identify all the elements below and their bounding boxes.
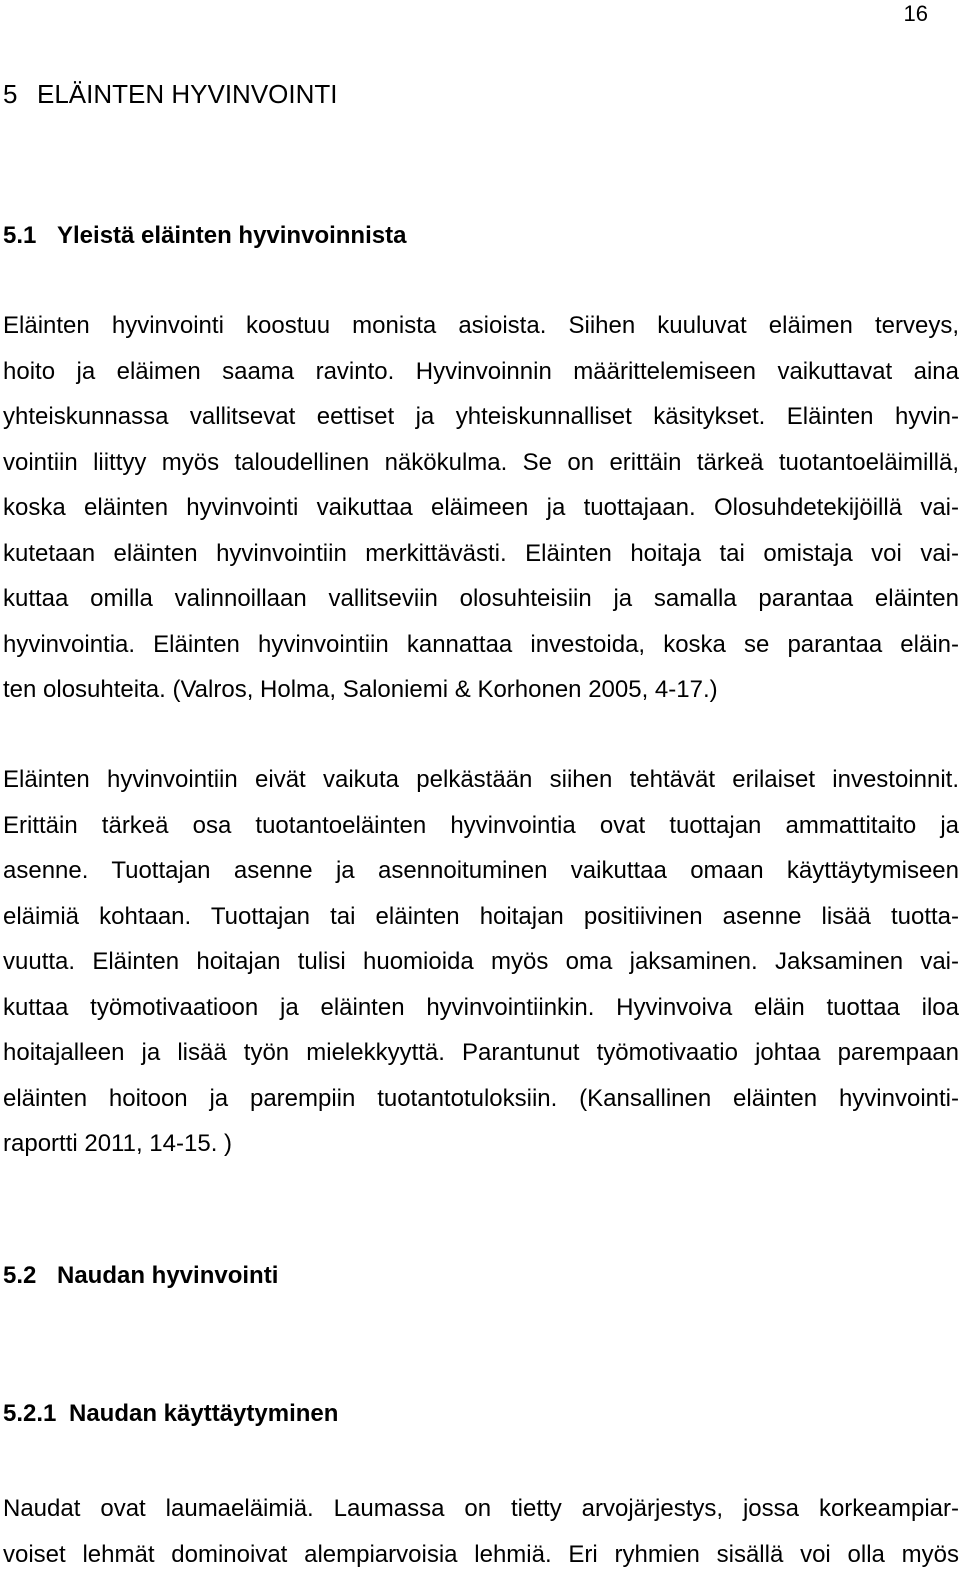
paragraph-producer-attitude bbox=[3, 757, 959, 1167]
subsection-title: Naudan käyttäytyminen bbox=[69, 1400, 338, 1427]
text-line: Eläinten hyvinvointiin eivät vaikuta pelkästään siihen tehtävät erilaiset investoinnit. bbox=[3, 757, 959, 803]
text-line: asenne. Tuottajan asenne ja asennoituminen vaikuttaa omaan käyttäytymiseen bbox=[3, 848, 959, 894]
section-number: 5.1 bbox=[3, 222, 57, 250]
section-number: 5.2 bbox=[3, 1262, 57, 1290]
section-title: Naudan hyvinvointi bbox=[57, 1262, 278, 1289]
subsection-heading-5-2-1 bbox=[3, 1400, 338, 1428]
text-line: kuttaa omilla valinnoillaan vallitseviin olosuhteisiin ja samalla parantaa eläinten bbox=[3, 576, 959, 622]
section-heading-5-2 bbox=[3, 1262, 278, 1290]
text-line: hyvinvointia. Eläinten hyvinvointiin kannattaa investoida, koska se parantaa eläin- bbox=[3, 622, 959, 668]
text-line: vuutta. Eläinten hoitajan tulisi huomioida myös oma jaksaminen. Jaksaminen vai- bbox=[3, 939, 959, 985]
text-line: kuttaa työmotivaatioon ja eläinten hyvinvointiinkin. Hyvinvoiva eläin tuottaa iloa bbox=[3, 985, 959, 1031]
text-line: ten olosuhteita. (Valros, Holma, Saloniemi & Korhonen 2005, 4-17.) bbox=[3, 667, 959, 713]
text-line: yhteiskunnassa vallitsevat eettiset ja yhteiskunnalliset käsitykset. Eläinten hyvin- bbox=[3, 394, 959, 440]
text-line: hoitajalleen ja lisää työn mielekkyyttä. Parantunut työmotivaatio johtaa parempaan bbox=[3, 1030, 959, 1076]
text-line: kutetaan eläinten hyvinvointiin merkittävästi. Eläinten hoitaja tai omistaja voi vai- bbox=[3, 531, 959, 577]
text-line: eläinten hoitoon ja parempiin tuotantotuloksiin. (Kansallinen eläinten hyvinvointi- bbox=[3, 1076, 959, 1122]
text-line: Naudat ovat laumaeläimiä. Laumassa on tietty arvojärjestys, jossa korkeampiar- bbox=[3, 1486, 959, 1532]
section-heading-5-1 bbox=[3, 222, 406, 250]
text-line: vointiin liittyy myös taloudellinen näkökulma. Se on erittäin tärkeä tuotantoeläimillä, bbox=[3, 440, 959, 486]
section-title: Yleistä eläinten hyvinvoinnista bbox=[57, 222, 406, 249]
text-line: Eläinten hyvinvointi koostuu monista asioista. Siihen kuuluvat eläimen terveys, bbox=[3, 303, 959, 349]
page-number: 16 bbox=[904, 2, 928, 26]
paragraph-cattle-behaviour bbox=[3, 1486, 959, 1577]
subsection-number: 5.2.1 bbox=[3, 1400, 69, 1428]
text-line: hoito ja eläimen saama ravinto. Hyvinvoinnin määrittelemiseen vaikuttavat aina bbox=[3, 349, 959, 395]
chapter-number: 5 bbox=[3, 78, 37, 110]
chapter-heading bbox=[3, 78, 338, 110]
text-line: eläimiä kohtaan. Tuottajan tai eläinten hoitajan positiivinen asenne lisää tuotta- bbox=[3, 894, 959, 940]
paragraph-welfare-general bbox=[3, 303, 959, 713]
text-line: voiset lehmät dominoivat alempiarvoisia lehmiä. Eri ryhmien sisällä voi olla myös bbox=[3, 1532, 959, 1577]
text-line: koska eläinten hyvinvointi vaikuttaa eläimeen ja tuottajaan. Olosuhdetekijöillä vai- bbox=[3, 485, 959, 531]
chapter-title: ELÄINTEN HYVINVOINTI bbox=[37, 79, 338, 109]
text-line: Erittäin tärkeä osa tuotantoeläinten hyvinvointia ovat tuottajan ammattitaito ja bbox=[3, 803, 959, 849]
text-line: raportti 2011, 14-15. ) bbox=[3, 1121, 959, 1167]
